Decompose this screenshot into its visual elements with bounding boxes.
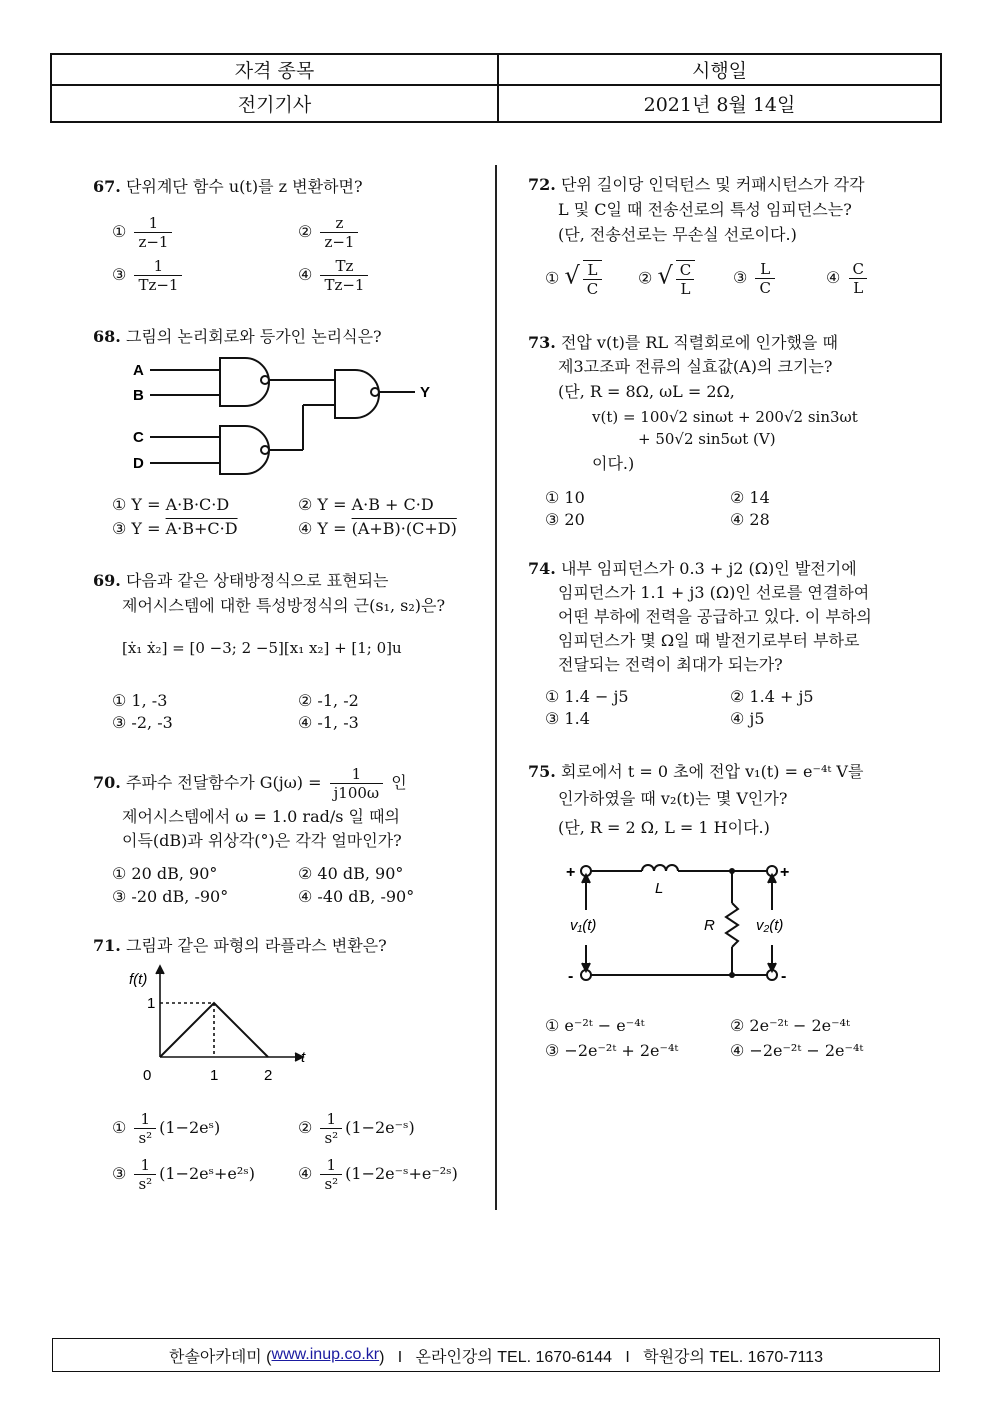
fraction bbox=[755, 260, 774, 297]
denominator: j100ω bbox=[330, 783, 384, 802]
choice-mark: ③ bbox=[733, 268, 748, 287]
question-71 bbox=[93, 934, 387, 958]
question-text: 그림과 같은 파형의 라플라스 변환은? bbox=[125, 936, 387, 955]
question-text: 제3고조파 전류의 실효값(A)의 크기는? bbox=[558, 357, 833, 376]
question-75 bbox=[528, 760, 863, 784]
choice-1[interactable]: ① Y = A·B·C·D bbox=[112, 495, 230, 514]
rl-circuit-diagram bbox=[560, 855, 800, 985]
input-c-label: C bbox=[133, 429, 144, 446]
choice-2[interactable] bbox=[298, 1110, 415, 1147]
question-text: 단위계단 함수 u(t)를 z 변환하면? bbox=[125, 177, 363, 196]
choice-1[interactable] bbox=[112, 214, 175, 251]
fraction bbox=[320, 1156, 342, 1193]
question-73 bbox=[528, 331, 838, 355]
question-text: 주파수 전달함수가 G(jω) = bbox=[125, 773, 322, 792]
choice-4[interactable] bbox=[298, 1156, 458, 1193]
denominator: Tz−1 bbox=[134, 275, 182, 294]
choice-expression: (1−2eˢ+e²ˢ) bbox=[159, 1164, 255, 1183]
x-tick-0: 0 bbox=[143, 1067, 152, 1084]
choice-3[interactable]: ③ 1.4 bbox=[545, 709, 590, 728]
choice-1[interactable]: ① e⁻²ᵗ − e⁻⁴ᵗ bbox=[545, 1016, 645, 1035]
question-text: (단, R = 2 Ω, L = 1 H이다.) bbox=[558, 818, 770, 837]
footer-contact-info: ) I 온라인강의 TEL. 1670-6144 I 학원강의 TEL. 1670-7113 bbox=[379, 1348, 823, 1366]
choice-mark: ③ Y = bbox=[112, 519, 166, 538]
question-text: 전압 v(t)를 RL 직렬회로에 인가했을 때 bbox=[560, 333, 838, 352]
column-divider bbox=[495, 165, 497, 1210]
resistor-label: R bbox=[704, 917, 715, 934]
numerator: 1 bbox=[326, 1156, 337, 1174]
choice-mark: ④ bbox=[298, 265, 313, 284]
choice-2[interactable]: ② 2e⁻²ᵗ − 2e⁻⁴ᵗ bbox=[730, 1016, 850, 1035]
exam-info-table bbox=[50, 53, 942, 123]
choice-1[interactable] bbox=[112, 1110, 220, 1147]
v2-label: v₂(t) bbox=[756, 917, 784, 934]
question-text: 단위 길이당 인덕턴스 및 커패시턴스가 각각 bbox=[560, 175, 865, 194]
choice-1[interactable]: ① 20 dB, 90° bbox=[112, 864, 218, 883]
fraction bbox=[848, 260, 867, 297]
choice-3[interactable] bbox=[112, 518, 238, 540]
denominator: L bbox=[676, 279, 694, 298]
question-text: 그림의 논리회로와 등가인 논리식은? bbox=[125, 327, 382, 346]
sqrt-icon: √ bbox=[657, 261, 673, 290]
question-number: 72. bbox=[528, 175, 556, 194]
question-number: 71. bbox=[93, 936, 121, 955]
choice-1[interactable] bbox=[545, 260, 605, 298]
denominator: L bbox=[849, 278, 867, 297]
choice-mark: ① bbox=[112, 1118, 127, 1137]
inductor-label: L bbox=[655, 880, 664, 897]
question-text: 다음과 같은 상태방정식으로 표현되는 bbox=[125, 571, 389, 590]
footer-academy-name: 한솔아카데미 ( bbox=[169, 1348, 272, 1366]
exam-subject-value: 전기기사 bbox=[237, 94, 312, 116]
choice-2[interactable] bbox=[298, 214, 361, 251]
choice-3[interactable] bbox=[733, 260, 778, 297]
question-number: 70. bbox=[93, 773, 121, 792]
choice-1[interactable]: ① 10 bbox=[545, 488, 585, 507]
choice-1[interactable]: ① 1.4 − j5 bbox=[545, 687, 629, 706]
waveform-graph bbox=[125, 962, 320, 1087]
numerator: 1 bbox=[140, 1156, 151, 1174]
numerator: 1 bbox=[140, 1110, 151, 1128]
question-67 bbox=[93, 175, 363, 199]
fraction bbox=[134, 1110, 156, 1147]
numerator: 1 bbox=[351, 765, 362, 783]
question-text: (단, 전송선로는 무손실 선로이다.) bbox=[558, 225, 797, 244]
x-axis-label: t bbox=[301, 1049, 306, 1066]
question-74 bbox=[528, 557, 857, 581]
choice-mark: ① bbox=[545, 268, 560, 288]
question-text: 회로에서 t = 0 초에 전압 v₁(t) = e⁻⁴ᵗ V를 bbox=[560, 762, 864, 781]
question-number: 68. bbox=[93, 327, 121, 346]
fraction bbox=[134, 257, 182, 294]
choice-3[interactable] bbox=[112, 257, 185, 294]
choice-4[interactable]: ④ −2e⁻²ᵗ − 2e⁻⁴ᵗ bbox=[730, 1041, 864, 1060]
numerator: 1 bbox=[153, 257, 164, 275]
numerator: C bbox=[852, 260, 864, 278]
question-69 bbox=[93, 569, 389, 593]
exam-date-label: 시행일 bbox=[691, 60, 748, 82]
question-text: 전달되는 전력이 최대가 되는가? bbox=[558, 655, 783, 674]
question-text: 임피던스가 1.1 + j3 (Ω)인 선로를 연결하여 bbox=[558, 583, 870, 602]
choice-expression: (A+B)·(C+D) bbox=[351, 519, 457, 538]
denominator: z−1 bbox=[320, 232, 358, 251]
v1-label: v₁(t) bbox=[570, 917, 597, 934]
fraction bbox=[320, 1110, 342, 1147]
question-text: 내부 임피던스가 0.3 + j2 (Ω)인 발전기에 bbox=[560, 559, 857, 578]
numerator: Tz bbox=[335, 257, 354, 275]
input-d-label: D bbox=[133, 455, 144, 472]
question-text: 인가하였을 때 v₂(t)는 몇 V인가? bbox=[558, 789, 788, 808]
exam-subject-label: 자격 종목 bbox=[234, 60, 315, 82]
choice-4[interactable]: ④ 28 bbox=[730, 510, 770, 529]
choice-2[interactable]: ② 40 dB, 90° bbox=[298, 864, 404, 883]
fraction bbox=[134, 1156, 156, 1193]
numerator: 1 bbox=[326, 1110, 337, 1128]
choice-3[interactable]: ③ -2, -3 bbox=[112, 713, 173, 732]
question-number: 73. bbox=[528, 333, 556, 352]
choice-mark: ④ bbox=[826, 268, 841, 287]
numerator: z bbox=[335, 214, 344, 232]
numerator: 1 bbox=[148, 214, 159, 232]
choice-2[interactable]: ② -1, -2 bbox=[298, 691, 359, 710]
fraction bbox=[330, 765, 384, 802]
question-text: 임피던스가 몇 Ω일 때 발전기로부터 부하로 bbox=[558, 631, 860, 650]
fraction bbox=[583, 260, 602, 298]
exam-date-value: 2021년 8월 14일 bbox=[643, 94, 796, 116]
choice-mark: ② bbox=[638, 268, 653, 288]
fraction bbox=[676, 260, 695, 298]
denominator: C bbox=[583, 279, 602, 298]
choice-mark: ① bbox=[112, 222, 127, 241]
choice-4[interactable] bbox=[826, 260, 871, 297]
choice-mark: ② bbox=[298, 1118, 313, 1137]
v2-plus-terminal: + bbox=[780, 864, 790, 881]
denominator: s² bbox=[134, 1174, 156, 1193]
choice-4[interactable] bbox=[298, 518, 457, 540]
y-tick-1: 1 bbox=[147, 995, 156, 1012]
choice-expression: (1−2e⁻ˢ+e⁻²ˢ) bbox=[345, 1164, 458, 1183]
y-axis-label: f(t) bbox=[129, 971, 148, 988]
choice-expression: A·B+C·D bbox=[165, 519, 238, 538]
choice-3[interactable] bbox=[112, 1156, 255, 1193]
choice-4[interactable]: ④ -40 dB, -90° bbox=[298, 887, 415, 906]
footer-bar bbox=[52, 1338, 940, 1372]
denominator: s² bbox=[320, 1128, 342, 1147]
question-number: 67. bbox=[93, 177, 121, 196]
question-text: L 및 C일 때 전송선로의 특성 임피던스는? bbox=[558, 200, 852, 219]
x-tick-1: 1 bbox=[210, 1067, 219, 1084]
choice-mark: ③ bbox=[112, 265, 127, 284]
question-number: 74. bbox=[528, 559, 556, 578]
choice-expression: (1−2e⁻ˢ) bbox=[345, 1118, 415, 1137]
choice-4[interactable] bbox=[298, 257, 371, 294]
question-text: 인 bbox=[391, 773, 407, 792]
question-text: 이다.) bbox=[592, 454, 635, 473]
voltage-equation: v(t) = 100√2 sinωt + 200√2 sin3ωt bbox=[592, 408, 858, 426]
numerator: L bbox=[587, 261, 598, 279]
voltage-equation: + 50√2 sin5ωt (V) bbox=[638, 430, 776, 448]
choice-expression: (1−2eˢ) bbox=[159, 1118, 221, 1137]
denominator: s² bbox=[134, 1128, 156, 1147]
logic-circuit-diagram bbox=[125, 350, 445, 475]
choice-4[interactable]: ④ -1, -3 bbox=[298, 713, 359, 732]
numerator: L bbox=[760, 260, 771, 278]
choice-1[interactable]: ① 1, -3 bbox=[112, 691, 168, 710]
choice-3[interactable]: ③ -20 dB, -90° bbox=[112, 887, 229, 906]
fraction bbox=[320, 214, 358, 251]
question-68 bbox=[93, 325, 382, 349]
state-equation: [ẋ₁ ẋ₂] = [0 −3; 2 −5][x₁ x₂] + [1; 0]u bbox=[122, 639, 402, 657]
question-number: 69. bbox=[93, 571, 121, 590]
denominator: C bbox=[755, 278, 774, 297]
choice-mark: ② bbox=[298, 222, 313, 241]
output-y-label: Y bbox=[420, 384, 431, 401]
choice-mark: ④ bbox=[298, 1164, 313, 1183]
fraction bbox=[134, 214, 172, 251]
academy-website-link[interactable]: www.inup.co.kr bbox=[271, 1346, 380, 1363]
choice-3[interactable]: ③ −2e⁻²ᵗ + 2e⁻⁴ᵗ bbox=[545, 1041, 679, 1060]
v1-minus-terminal: - bbox=[568, 968, 574, 985]
denominator: Tz−1 bbox=[320, 275, 368, 294]
v1-plus-terminal: + bbox=[566, 864, 576, 881]
choice-mark: ④ Y = bbox=[298, 519, 352, 538]
input-b-label: B bbox=[133, 387, 144, 404]
choice-4[interactable]: ④ j5 bbox=[730, 709, 765, 728]
denominator: z−1 bbox=[134, 232, 172, 251]
choice-3[interactable]: ③ 20 bbox=[545, 510, 585, 529]
question-text: 어떤 부하에 전력을 공급하고 있다. 이 부하의 bbox=[558, 607, 872, 626]
question-text: 제어시스템에 대한 특성방정식의 근(s₁, s₂)은? bbox=[122, 596, 446, 615]
sqrt-icon: √ bbox=[564, 261, 580, 290]
question-72 bbox=[528, 173, 865, 197]
question-text: (단, R = 8Ω, ωL = 2Ω, bbox=[558, 382, 735, 401]
denominator: s² bbox=[320, 1174, 342, 1193]
choice-2[interactable]: ② 1.4 + j5 bbox=[730, 687, 814, 706]
x-tick-2: 2 bbox=[264, 1067, 273, 1084]
choice-2[interactable] bbox=[638, 260, 698, 298]
question-text: 제어시스템에서 ω = 1.0 rad/s 일 때의 bbox=[122, 807, 401, 826]
fraction bbox=[320, 257, 368, 294]
choice-2[interactable]: ② 14 bbox=[730, 488, 770, 507]
numerator: C bbox=[679, 261, 692, 279]
question-70 bbox=[93, 765, 407, 802]
input-a-label: A bbox=[133, 362, 144, 379]
question-number: 75. bbox=[528, 762, 556, 781]
v2-minus-terminal: - bbox=[781, 968, 787, 985]
choice-mark: ③ bbox=[112, 1164, 127, 1183]
question-text: 이득(dB)과 위상각(°)은 각각 얼마인가? bbox=[122, 831, 402, 850]
choice-2[interactable]: ② Y = A·B + C·D bbox=[298, 495, 434, 514]
